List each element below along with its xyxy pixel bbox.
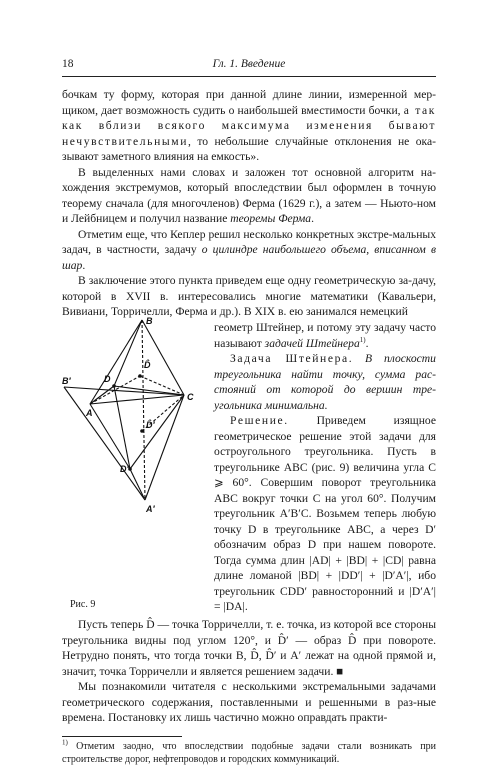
paragraph [62, 87, 436, 165]
label-a1: A′ [146, 504, 155, 514]
paragraph: Пусть теперь D̂ — точка Торричелли, т. е. точка, из которой все стороны треугольника видны под углом 120°, и D̂′ — образ D̂ при повороте. Нетрудно понять, что тогда точки B, D̂, D̂′ и A′ лежат на одной прямой и, значит, точка Торричелли и является решением задачи. ■ [62, 618, 436, 678]
edge-a1c [145, 395, 184, 500]
footnote [62, 740, 436, 766]
emphasis: задачей Штейнера [264, 336, 360, 350]
label-b1: B′ [62, 376, 71, 386]
text-line: , то небольшие случайные отклонения не ока- [188, 134, 436, 148]
bottom-text [62, 617, 436, 726]
footnote-ref: 1) [359, 335, 366, 344]
edge-bc [142, 320, 184, 395]
emphasis: теоремы Ферма [230, 212, 312, 225]
header-rule [62, 76, 436, 77]
figure-caption: Рис. 9 [70, 599, 96, 610]
segment-bd [114, 320, 142, 386]
geometry-diagram [62, 312, 212, 648]
point-d1 [128, 467, 132, 471]
emphasis: о цилиндре наибольшего объема, вписанном в шар [62, 243, 436, 272]
point-d [112, 384, 116, 388]
paragraph: Мы познакомили читателя с несколькими экстремальными задачами геометрического содержания, поставленными и решенными в раз-ные времена. Постановку их лишь частично можно оправдать практи- [62, 680, 436, 724]
paragraph: В заключение этого пункта приведем еще одну геометрическую за-дачу, которой в XVII в. интересовались многие математики (Кавальери, Вивиани, Торричелли, Ферма и др.). В XIX в. ею занимался немецкий [62, 274, 436, 318]
text-line: щиком, дает возможность судить о наибольшей вместимости бочки, [62, 103, 401, 117]
spaced-text: нечувствительными [62, 134, 189, 148]
text-line: бочкам ту форму, которая при данной длине линии, измеренной мер- [62, 88, 436, 101]
chapter-title: Гл. 1. Введение [212, 58, 286, 70]
label-b: B [146, 316, 153, 326]
label-d1: D′ [120, 464, 129, 474]
task-label: Задача Штейнера. [230, 352, 354, 365]
figure-9 [62, 312, 212, 648]
paragraph: Отметим еще, что Кеплер решил несколько конкретных экстре-мальных задач, в частности, задачу о цилиндре наибольшего объема, вписанном в шар. [62, 227, 436, 272]
paragraph: геометр Штейнер, и потому эту задачу часто называют задачей Штейнера$^{1)}$. [214, 321, 436, 350]
edge-b1a1 [64, 387, 145, 500]
solution [214, 413, 436, 615]
segment-d1c [130, 395, 184, 469]
dashed-line-b-a1 [142, 320, 145, 500]
label-d: D [104, 374, 111, 384]
footnote-rule [62, 736, 182, 737]
point-dhat [138, 374, 142, 378]
point-dhat1 [140, 429, 144, 433]
paragraph: В выделенных нами словах и заложен тот основной алгоритм на-хождения экстремумов, который впоследствии был оформлен в точную теорему сначала (для многочленов) Ферма (1629 г.), а затем — Ньюто-ном и Лейбницем и получил название теоремы Ферма. [62, 165, 436, 225]
label-dhat: D̂ [144, 360, 151, 370]
segment-d1a1 [130, 469, 145, 500]
solution-text: Приведем изящное геометрическое решение этой задачи для остроугольного треугольника. Пусть в треугольнике ABC (рис. 9) величина угла C ⩾ 60°. Совершим поворот треугольника ABC вокруг точки C на угол 60°. Получим треугольник A′B′C. Возьмем теперь любую точку D в треугольнике ABC, а через D′ обозначим образ D при нашем повороте. Тогда сумма длин |AD| + |BD| + |CD| равна длине ломаной |BD| + |DD′| + |D′A′|, ибо треугольник CDD′ равносторонний и |D′A′| = |DA|. [214, 414, 436, 613]
footnote-mark: 1) [62, 738, 68, 747]
spaced-text: а так как вблизи всякого максимума изменения бывают [62, 103, 436, 132]
label-c: C [187, 392, 194, 402]
page-number: 18 [62, 58, 74, 70]
main-text [62, 87, 436, 320]
side-column-text [214, 320, 436, 615]
label-a: A [86, 408, 93, 418]
running-head [62, 58, 436, 76]
footnote-text: Отметим заодно, что впоследствии подобные задачи стали возникать при строительстве дорог, нефтепроводов и городских коммуникаций. [62, 741, 436, 765]
text-line: зывают заметного влияния на емкость». [62, 150, 260, 163]
label-dhat1: D̂′ [146, 420, 155, 430]
task-text: В плоскости треугольника найти точку, сумма рас-стояний от которой до вершин тре-угольника минимальна. [214, 352, 436, 412]
edge-b1c [64, 387, 184, 395]
task-statement [214, 351, 436, 413]
solution-label: Решение. [230, 414, 289, 427]
